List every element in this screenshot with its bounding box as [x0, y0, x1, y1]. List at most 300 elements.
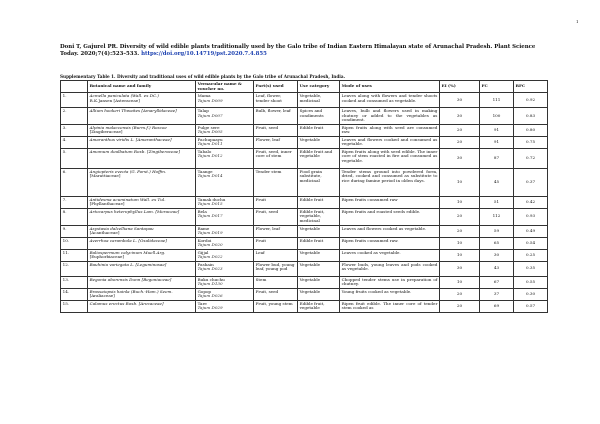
parts-used: Tender stem: [255, 168, 282, 174]
row-number: 1.: [62, 93, 67, 98]
table-row: [61, 208, 548, 225]
fc-value: 30: [493, 251, 500, 257]
table-cell: [88, 124, 196, 136]
mode-of-use: Ripen fruits consumed raw: [341, 196, 398, 202]
table-cell: [480, 249, 514, 261]
table-cell: [88, 237, 196, 249]
voucher-number: Tajum D015: [197, 201, 223, 206]
parts-used: Fruit, seed: [255, 208, 279, 214]
table-cell: [514, 168, 548, 196]
table-cell: [61, 300, 88, 312]
table-cell: [480, 168, 514, 196]
use-category: Vegetable: [299, 136, 321, 142]
ei-value: 30: [456, 154, 463, 160]
table-cell: [298, 208, 340, 225]
table-cell: [254, 261, 298, 276]
use-category: Edible fruit: [299, 196, 324, 202]
use-category: Vegetable: [299, 288, 321, 294]
botanical-name: Asystasia dalzelliana Santapau: [89, 225, 154, 231]
table-cell: [440, 300, 480, 312]
table-cell: [196, 300, 254, 312]
table-cell: [196, 93, 254, 108]
vernacular-name: Tabalo: [197, 148, 212, 154]
row-number: 14.: [62, 288, 70, 294]
botanical-name: Brassaiopsis hainla (Buch.-Ham.) Seem.: [89, 288, 173, 294]
use-category: Vegetable: [299, 249, 321, 255]
plants-table: [60, 80, 548, 313]
fc-value: 45: [493, 178, 500, 184]
table-cell: [340, 208, 440, 225]
botanical-family: [Zingiberaceae]: [89, 129, 123, 134]
mode-of-use: Leaves and flowers cooked and consumed as vegetable.: [341, 136, 438, 146]
table-cell: [196, 237, 254, 249]
vernacular-name: Pashain: [197, 261, 214, 267]
ei-value: 20: [456, 227, 463, 233]
mode-of-use: Ripen fruits along with seed are consumed raw.: [341, 124, 438, 134]
table-cell: [298, 136, 340, 148]
ei-value: 30: [456, 96, 463, 102]
vernacular-name: Pachupaayu: [197, 136, 223, 142]
parts-used: Fruit, seed, inner core of stem: [255, 148, 292, 158]
row-number: 15.: [62, 300, 70, 306]
doi-link[interactable]: https://doi.org/10.14719/pst.2020.7.4.855: [141, 51, 267, 57]
table-cell: [440, 136, 480, 148]
table-cell: [480, 225, 514, 237]
table-cell: [254, 225, 298, 237]
voucher-number: Tajum D009: [197, 97, 223, 103]
mode-of-use: Leaves along with flowers and tender shoots cooked and consumed as vegetable.: [341, 93, 438, 103]
citation-text: Doni T, Gajurel PR. Diversity of wild edible plants traditionally used by the Galo tribe of Indian Eastern Himalayan state of Arunachal Pradesh. Plant Science Today. 2020;7(4):523–533.: [60, 44, 536, 57]
table-cell: [514, 93, 548, 108]
table-cell: [196, 196, 254, 208]
table-row: [61, 136, 548, 148]
ei-value: 20: [456, 213, 463, 219]
table-cell: [514, 288, 548, 300]
rfc-value: 0.54: [525, 239, 536, 245]
table-cell: [196, 276, 254, 288]
table-cell: [340, 136, 440, 148]
table-cell: [340, 276, 440, 288]
vernacular-name: Gopop: [197, 288, 212, 294]
table-cell: [440, 276, 480, 288]
voucher-number: Tajum D029: [197, 305, 223, 310]
table-cell: [298, 93, 340, 108]
rfc-value: 0.57: [525, 302, 536, 308]
table-cell: [514, 208, 548, 225]
table-cell: [61, 261, 88, 276]
voucher-number: Tajum D026: [197, 293, 223, 298]
parts-used: Fruit: [255, 196, 266, 202]
table-cell: [88, 148, 196, 168]
botanical-name: Antidesma acuminatum Wall. ex Tul.: [89, 196, 166, 202]
table-row: [61, 237, 548, 249]
table-cell: [480, 196, 514, 208]
table-cell: [440, 288, 480, 300]
parts-used: Bulb, flower, leaf: [255, 108, 291, 113]
fc-value: 100: [492, 112, 501, 118]
botanical-name: Baliospermum calycinum Muell.Arg.: [89, 249, 166, 255]
rfc-value: 0.72: [525, 154, 536, 160]
botanical-name: Artocarpus heterophyllus Lam. [Moraceae]: [89, 208, 180, 214]
table-cell: [298, 288, 340, 300]
table-cell: [340, 168, 440, 196]
vernacular-name: Bela: [197, 208, 207, 214]
parts-used: Fruit, young stem: [255, 300, 293, 306]
mode-of-use: Ripen fruit edible. The inner core of tender stem cooked as: [341, 300, 438, 310]
table-cell: [514, 148, 548, 168]
table-cell: [440, 261, 480, 276]
header-fc: FC: [480, 81, 514, 93]
use-category: Spices and condiments: [299, 108, 324, 118]
table-cell: [440, 108, 480, 125]
fc-value: 112: [492, 213, 501, 219]
table-cell: [340, 93, 440, 108]
table-cell: [196, 124, 254, 136]
fc-value: 111: [492, 96, 501, 102]
table-cell: [340, 225, 440, 237]
botanical-name: Calamus erectus Roxb. [Arecaceae]: [89, 300, 164, 306]
vernacular-name: Bame: [197, 225, 210, 231]
table-cell: [88, 300, 196, 312]
page-number: 1: [576, 19, 579, 24]
citation: [60, 44, 550, 58]
botanical-name: Averrhoa carambola L. [Oxalidaceae]: [89, 237, 167, 243]
table-cell: [61, 237, 88, 249]
table-cell: [440, 225, 480, 237]
table-cell: [440, 148, 480, 168]
vernacular-name: Talap: [197, 108, 209, 113]
botanical-family: [Euphorbiaceae]: [89, 254, 125, 259]
use-category: Food grain substitute, medicinal: [299, 168, 323, 183]
vernacular-name: Gijjal: [197, 249, 209, 255]
voucher-number: Tajum D007: [197, 112, 223, 118]
table-cell: [340, 124, 440, 136]
row-number: 9.: [62, 225, 67, 231]
header-ei: EI (%): [440, 81, 480, 93]
ei-value: 20: [456, 290, 463, 296]
ei-value: 10: [456, 198, 463, 204]
table-cell: [514, 196, 548, 208]
table-cell: [61, 136, 88, 148]
table-cell: [61, 249, 88, 261]
mode-of-use: Ripen fruits along with seed edible. The inner core of stem roasted in fire and consumed as vegetable.: [341, 148, 438, 163]
row-number: 10.: [62, 237, 70, 243]
table-cell: [298, 300, 340, 312]
table-cell: [88, 93, 196, 108]
table-row: [61, 108, 548, 125]
table-cell: [254, 276, 298, 288]
fc-value: 91: [493, 126, 500, 132]
header-index: [61, 81, 88, 93]
ei-value: 10: [456, 278, 463, 284]
botanical-family: [Phyllanthaceae]: [89, 201, 125, 206]
table-cell: [88, 136, 196, 148]
table-cell: [514, 124, 548, 136]
table-row: [61, 225, 548, 237]
use-category: Vegetable: [299, 225, 321, 231]
table-cell: [88, 276, 196, 288]
table-cell: [88, 108, 196, 125]
table-cell: [440, 208, 480, 225]
table-cell: [61, 124, 88, 136]
voucher-number: Tajum D014: [197, 173, 223, 178]
table-cell: [298, 108, 340, 125]
table-cell: [340, 237, 440, 249]
table-cell: [254, 124, 298, 136]
ei-value: 10: [456, 251, 463, 257]
table-cell: [298, 168, 340, 196]
voucher-number: Tajum D011: [197, 141, 223, 146]
vernacular-name: Pulge sere: [197, 124, 220, 130]
table-cell: [440, 196, 480, 208]
header-mode-of-uses: Mode of uses: [340, 81, 440, 93]
mode-of-use: Tender stems ground into powdered form, dried, cooked and consumed as substitute to rice during famine period in olden days.: [341, 168, 438, 183]
parts-used: Leaf: [255, 249, 265, 255]
row-number: 4.: [62, 136, 67, 142]
parts-used: Fruit, seed: [255, 288, 279, 294]
fc-value: 65: [493, 239, 500, 245]
use-category: Edible fruit, vegetable, medicinal: [299, 208, 325, 223]
use-category: Edible fruit and vegetable: [299, 148, 333, 158]
table-cell: [196, 108, 254, 125]
rfc-value: 0.49: [525, 227, 536, 233]
table-cell: [480, 93, 514, 108]
table-cell: [480, 237, 514, 249]
table-cell: [298, 249, 340, 261]
table-cell: [88, 261, 196, 276]
table-cell: [514, 237, 548, 249]
table-cell: [254, 288, 298, 300]
botanical-family: [Araliaceae]: [89, 293, 115, 298]
table-cell: [254, 249, 298, 261]
mode-of-use: Leaves cooked as vegetable.: [341, 249, 401, 255]
vernacular-name: Taange: [197, 168, 213, 174]
header-vernacular-name: Vernacular name & voucher no.: [196, 81, 254, 93]
table-row: [61, 124, 548, 136]
rfc-value: 0.75: [525, 138, 536, 144]
table-cell: [440, 124, 480, 136]
header-rfc: RFC: [514, 81, 548, 93]
ei-value: 20: [456, 302, 463, 308]
voucher-number: Tajum D022: [197, 254, 223, 259]
mode-of-use: Ripen fruits and roasted seeds edible.: [341, 208, 421, 214]
table-cell: [61, 288, 88, 300]
table-cell: [340, 108, 440, 125]
botanical-name: Amaranthus viridis L. [Amaranthaceae]: [89, 136, 172, 142]
table-cell: [440, 249, 480, 261]
table-cell: [440, 93, 480, 108]
botanical-family: R.K.Jansen [Asteraceae]: [89, 97, 140, 103]
row-number: 5.: [62, 148, 67, 154]
botanical-name: Allium hookeri Thwaites [Amaryllidaceae]: [89, 108, 177, 113]
parts-used: Flower bud, young leaf, young pod: [255, 261, 295, 271]
table-cell: [196, 249, 254, 261]
fc-value: 67: [493, 278, 500, 284]
botanical-name: Bauhinia variegata L. [Leguminosae]: [89, 261, 167, 267]
use-category: Edible fruit, vegetable: [299, 300, 325, 310]
row-number: 11.: [62, 249, 70, 255]
mode-of-use: Leaves and flowers cooked as vegetable.: [341, 225, 427, 231]
rfc-value: 0.25: [525, 251, 536, 257]
table-row: [61, 249, 548, 261]
table-row: [61, 261, 548, 276]
table-cell: [514, 136, 548, 148]
vernacular-name: Tare: [197, 300, 207, 306]
use-category: Edible fruit: [299, 124, 324, 130]
use-category: Vegetable, medicinal: [299, 93, 322, 103]
rfc-value: 0.92: [525, 96, 536, 102]
table-cell: [514, 249, 548, 261]
table-cell: [88, 208, 196, 225]
table-cell: [298, 196, 340, 208]
table-cell: [88, 249, 196, 261]
fc-value: 59: [493, 227, 500, 233]
table-cell: [480, 108, 514, 125]
table-cell: [514, 300, 548, 312]
voucher-number: Tajum D017: [197, 213, 223, 218]
table-row: [61, 300, 548, 312]
row-number: 2.: [62, 108, 67, 113]
rfc-value: 0.30: [525, 290, 536, 296]
table-cell: [480, 300, 514, 312]
botanical-name: Acmella paniculata (Wall. ex DC.): [89, 93, 159, 98]
table-cell: [61, 108, 88, 125]
table-cell: [88, 168, 196, 196]
ei-value: 20: [456, 138, 463, 144]
ei-value: 10: [456, 239, 463, 245]
botanical-name: Amomum dealbatum Roxb. [Zingiberaceae]: [89, 148, 180, 154]
voucher-number: Tajum D020: [197, 242, 223, 247]
row-number: 6.: [62, 168, 67, 174]
fc-value: 87: [493, 154, 500, 160]
table-row: [61, 148, 548, 168]
table-cell: [480, 261, 514, 276]
ei-value: 20: [456, 126, 463, 132]
table-cell: [480, 208, 514, 225]
table-cell: [196, 261, 254, 276]
ei-value: 30: [456, 112, 463, 118]
table-cell: [61, 196, 88, 208]
ei-value: 10: [456, 178, 463, 184]
voucher-number: Tajum D019: [197, 230, 223, 235]
fc-value: 69: [493, 302, 500, 308]
rfc-value: 0.37: [525, 178, 536, 184]
table-cell: [61, 208, 88, 225]
row-number: 3.: [62, 124, 67, 130]
rfc-value: 0.35: [525, 265, 536, 271]
table-cell: [61, 148, 88, 168]
rfc-value: 0.83: [525, 112, 536, 118]
table-cell: [340, 288, 440, 300]
table-row: [61, 196, 548, 208]
parts-used: Fruit: [255, 237, 266, 243]
table-cell: [340, 300, 440, 312]
table-row: [61, 168, 548, 196]
table-cell: [514, 225, 548, 237]
table-cell: [514, 261, 548, 276]
table-cell: [254, 196, 298, 208]
parts-used: Flower, leaf: [255, 225, 280, 231]
table-cell: [254, 148, 298, 168]
table-cell: [480, 124, 514, 136]
parts-used: Stem: [255, 276, 267, 282]
table-cell: [440, 168, 480, 196]
table-cell: [254, 300, 298, 312]
row-number: 7.: [62, 196, 67, 202]
table-cell: [298, 261, 340, 276]
table-caption: Supplementary Table 1. Diversity and traditional uses of wild edible plants by the Galo tribe of Arunachal Pradesh, India.: [60, 74, 346, 79]
table-cell: [196, 208, 254, 225]
botanical-family: [Acanthaceae]: [89, 230, 120, 235]
table-row: [61, 93, 548, 108]
table-cell: [298, 276, 340, 288]
table-cell: [61, 225, 88, 237]
table-cell: [196, 168, 254, 196]
table-cell: [340, 261, 440, 276]
table-cell: [254, 93, 298, 108]
voucher-number: Tajum D012: [197, 153, 223, 158]
table-cell: [196, 148, 254, 168]
header-use-category: Use category: [298, 81, 340, 93]
mode-of-use: Flower buds, young leaves and pods cooked as vegetable.: [341, 261, 438, 271]
table-cell: [254, 237, 298, 249]
row-number: 8.: [62, 208, 67, 214]
table-cell: [88, 288, 196, 300]
table-cell: [480, 276, 514, 288]
vernacular-name: Kordoi: [197, 237, 212, 243]
table-cell: [480, 148, 514, 168]
vernacular-name: Mama: [197, 93, 211, 98]
fc-value: 43: [493, 265, 500, 271]
table-cell: [340, 196, 440, 208]
mode-of-use: Chopped tender stems use in preparation of chutney.: [341, 276, 438, 286]
table-cell: [298, 237, 340, 249]
mode-of-use: Ripen fruits consumed raw.: [341, 237, 399, 243]
table-cell: [196, 288, 254, 300]
row-number: 12.: [62, 261, 70, 267]
voucher-number: Tajum D130: [197, 281, 223, 286]
botanical-name: Alpinia malaccensis (Burm.f.) Roscoe: [89, 124, 167, 130]
table-row: [61, 288, 548, 300]
table-cell: [254, 208, 298, 225]
table-cell: [514, 276, 548, 288]
mode-of-use: Young fruits cooked as vegetable.: [341, 288, 412, 294]
table-cell: [298, 148, 340, 168]
fc-value: 91: [493, 138, 500, 144]
table-cell: [298, 124, 340, 136]
vernacular-name: Tamak duchu: [197, 196, 226, 202]
table-cell: [61, 168, 88, 196]
table-cell: [61, 276, 88, 288]
rfc-value: 0.42: [525, 198, 536, 204]
voucher-number: Tajum D005: [197, 129, 223, 134]
use-category: Vegetable: [299, 261, 321, 267]
table-cell: [254, 168, 298, 196]
table-cell: [254, 136, 298, 148]
mode-of-use: Leaves, bulb and flowers used in making chutney or added to the vegetables as condiment.: [341, 108, 438, 122]
table-cell: [196, 136, 254, 148]
table-cell: [340, 148, 440, 168]
rfc-value: 0.93: [525, 213, 536, 219]
table-cell: [480, 136, 514, 148]
header-parts-used: Part(s) used: [254, 81, 298, 93]
table-cell: [440, 237, 480, 249]
table-cell: [88, 225, 196, 237]
table-cell: [480, 288, 514, 300]
table-cell: [61, 93, 88, 108]
botanical-name: Begonia aborensis Dunn [Begoniaceae]: [89, 276, 172, 282]
parts-used: Flower, leaf: [255, 136, 280, 142]
